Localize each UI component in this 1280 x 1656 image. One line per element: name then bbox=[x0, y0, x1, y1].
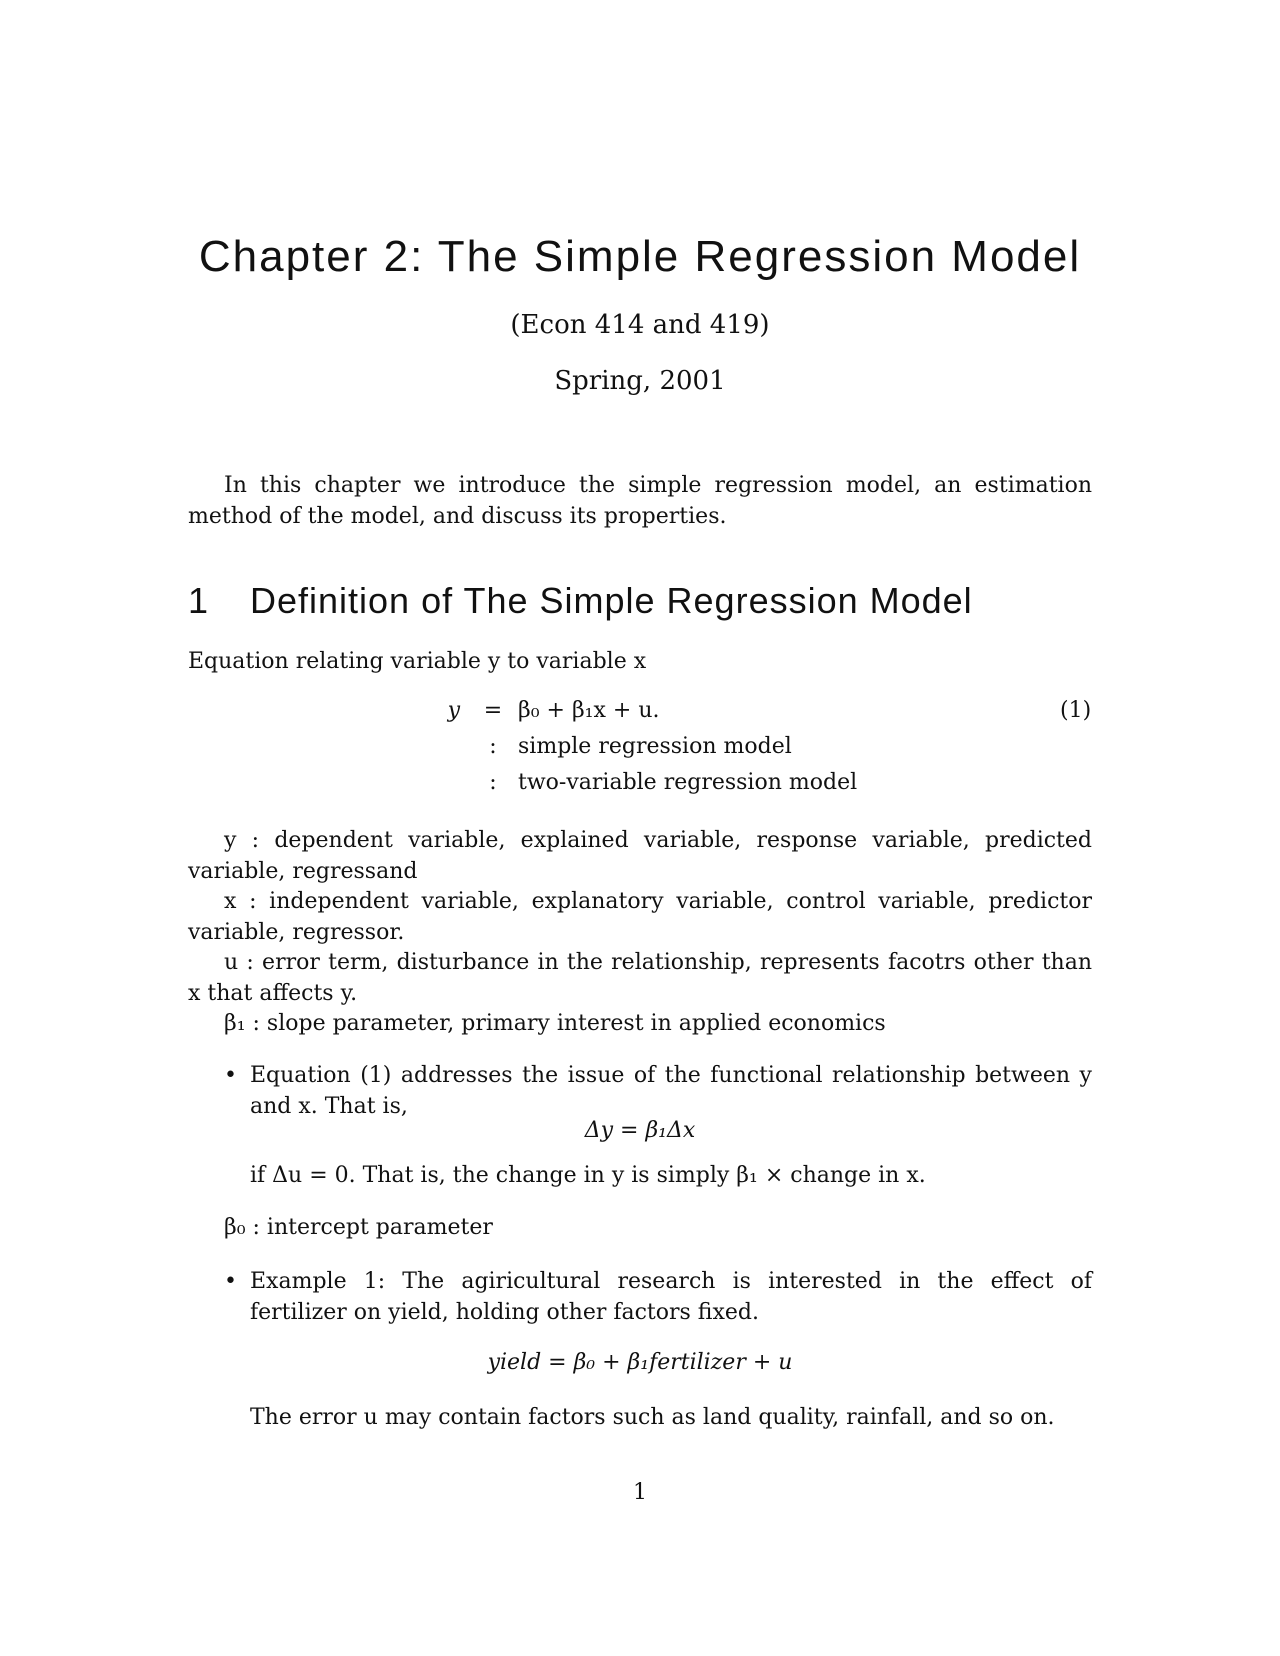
bullet-after-text: if Δu = 0. That is, the change in y is simply β₁ × change in x. bbox=[250, 1163, 926, 1188]
yield-equation: yield = β₀ + β₁fertilizer + u bbox=[487, 1350, 793, 1375]
equation-note-row bbox=[0, 734, 1280, 764]
equation-rhs: β₀ + β₁x + u. bbox=[518, 698, 660, 723]
intro-paragraph bbox=[188, 470, 1092, 532]
delta-equation: Δy = β₁Δx bbox=[584, 1118, 696, 1143]
equation-intro: Equation relating variable y to variable x bbox=[188, 649, 647, 674]
bullet-symbol: • bbox=[224, 1269, 237, 1294]
bullet-symbol: • bbox=[224, 1063, 237, 1088]
bullet-functional-relationship bbox=[224, 1060, 1092, 1122]
section-number: 1 bbox=[188, 580, 210, 621]
definition-beta1: β₁ : slope parameter, primary interest in applied economics bbox=[224, 1011, 886, 1036]
bullet-example bbox=[224, 1266, 1092, 1328]
intercept-text: β₀ : intercept parameter bbox=[224, 1215, 493, 1240]
equation-note: two-variable regression model bbox=[518, 770, 858, 795]
equation-row bbox=[0, 698, 1280, 728]
bullet-continuation bbox=[224, 1160, 1092, 1191]
equation-relation: = bbox=[483, 698, 503, 723]
bullet-text: Example 1: The agiricultural research is interested in the effect of fertilizer on yield, holding other factors fixed. bbox=[250, 1269, 1092, 1325]
definition-y: y : dependent variable, explained variable, response variable, predicted variable, regressand bbox=[188, 828, 1092, 884]
bullet-after-text: The error u may contain factors such as land quality, rainfall, and so on. bbox=[250, 1405, 1055, 1430]
equation-note-separator: : bbox=[489, 734, 497, 759]
intro-text: In this chapter we introduce the simple regression model, an estimation method of the model, and discuss its properties. bbox=[188, 473, 1092, 529]
equation-lhs: y bbox=[447, 698, 460, 723]
bullet-text: Equation (1) addresses the issue of the functional relationship between y and x. That is, bbox=[250, 1063, 1092, 1119]
definition-u: u : error term, disturbance in the relationship, represents facotrs other than x that affects y. bbox=[188, 950, 1092, 1006]
definitions-list bbox=[188, 826, 1092, 1040]
intercept-definition bbox=[188, 1212, 1092, 1243]
equation-note-row bbox=[0, 770, 1280, 800]
definition-x: x : independent variable, explanatory variable, control variable, predictor variable, regressor. bbox=[188, 889, 1092, 945]
course-subtitle: (Econ 414 and 419) bbox=[510, 310, 770, 340]
section-title: Definition of The Simple Regression Model bbox=[250, 580, 973, 621]
section-heading bbox=[188, 580, 973, 622]
bullet-continuation bbox=[224, 1402, 1092, 1433]
date-line: Spring, 2001 bbox=[554, 366, 726, 396]
chapter-title: Chapter 2: The Simple Regression Model bbox=[198, 232, 1082, 281]
equation-note: simple regression model bbox=[518, 734, 792, 759]
equation-number: (1) bbox=[1060, 698, 1092, 723]
page-number: 1 bbox=[633, 1480, 647, 1505]
equation-note-separator: : bbox=[489, 770, 497, 795]
